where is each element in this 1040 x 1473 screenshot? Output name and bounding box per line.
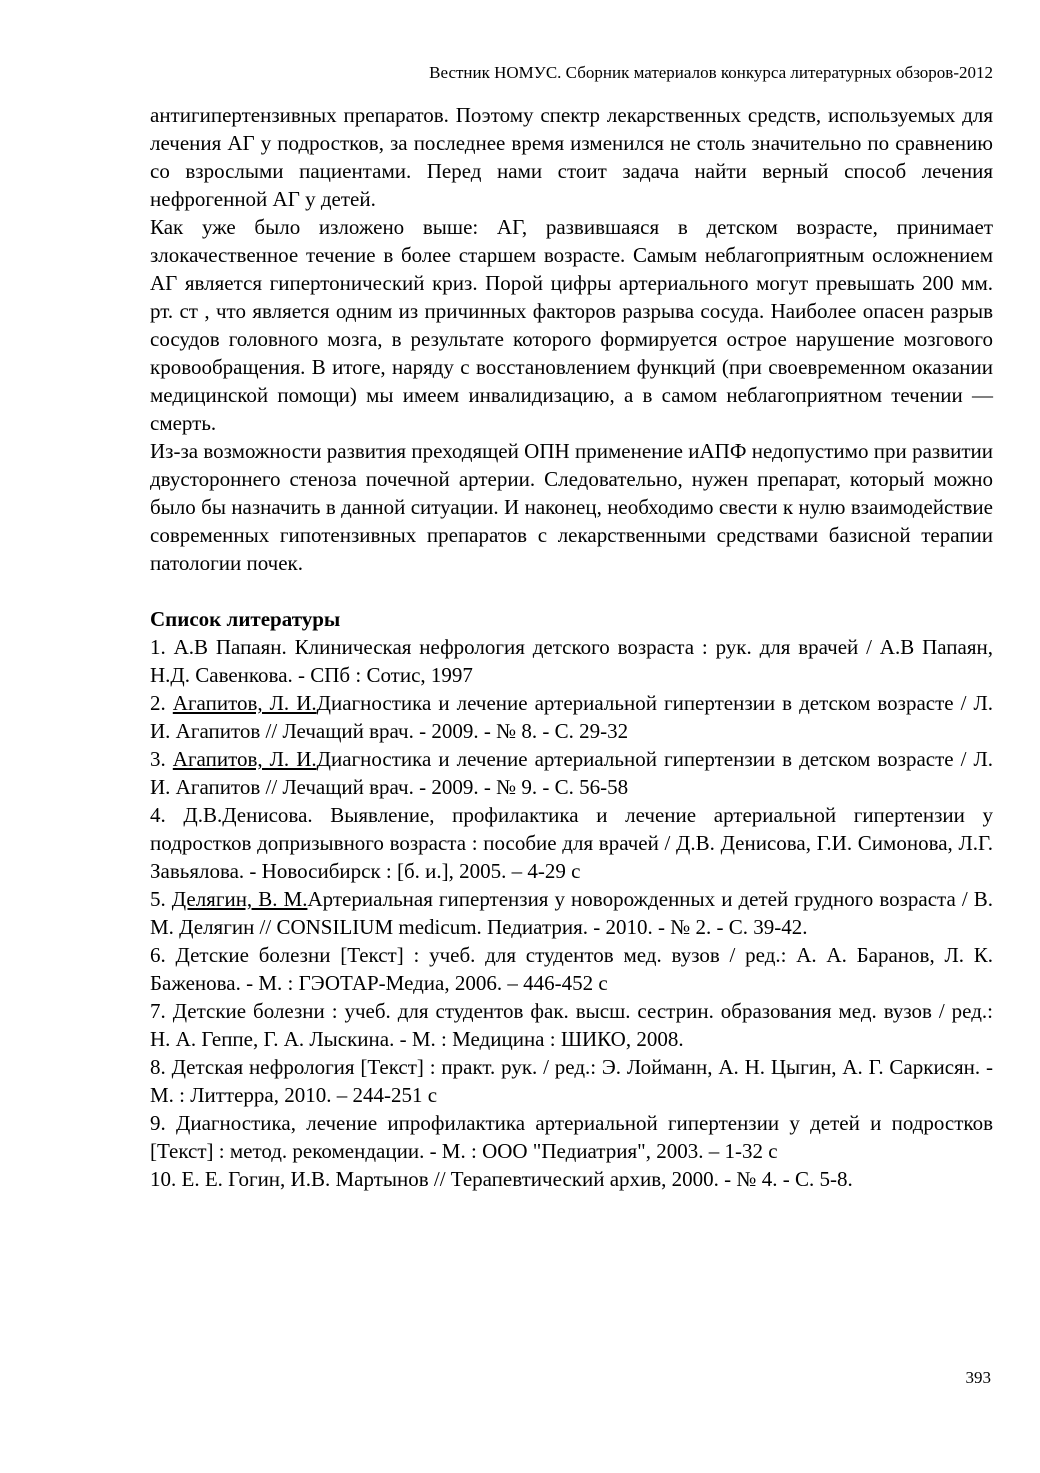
page-body: [150, 101, 993, 1193]
reference-item: [150, 1053, 993, 1109]
reference-item: [150, 745, 993, 801]
paragraph: Из-за возможности развития преходящей ОПН применение иАПФ недопустимо при развитии двустороннего стеноза почечной артерии. Следовательно, нужен препарат, который можно было бы назначить в данной ситуации. И наконец, необходимо свести к нулю взаимодействие современных гипотензивных препаратов с лекарственными средствами базисной терапии патологии почек.: [150, 439, 993, 575]
reference-text: Диагностика и лечение артериальной гипертензии в детском возрасте / Л. И. Агапитов // Лечащий врач. - 2009. - № 9. - С. 56-58: [150, 747, 993, 799]
reference-text: Диагностика и лечение артериальной гипертензии в детском возрасте / Л. И. Агапитов // Лечащий врач. - 2009. - № 8. - С. 29-32: [150, 691, 993, 743]
reference-author-link[interactable]: Делягин, В. М.: [171, 887, 308, 911]
reference-text: 1. А.В Папаян. Клиническая нефрология детского возраста : рук. для врачей / А.В Папаян, Н.Д. Савенкова. - СПб : Сотис, 1997: [150, 635, 993, 687]
reference-author-link[interactable]: Агапитов, Л. И.: [172, 691, 317, 715]
reference-text: 10. Е. Е. Гогин, И.В. Мартынов // Терапевтический архив, 2000. - № 4. - С. 5-8.: [150, 1167, 853, 1191]
reference-text: 8. Детская нефрология [Текст] : практ. рук. / ред.: Э. Лойманн, А. Н. Цыгин, А. Г. Саркисян. - М. : Литтерра, 2010. – 244-251 с: [150, 1055, 993, 1107]
reference-text: Артериальная гипертензия у новорожденных и детей грудного возраста / В. М. Делягин // CONSILIUM medicum. Педиатрия. - 2010. - № 2. - С. 39-42.: [150, 887, 993, 939]
references-title: Список литературы: [150, 607, 341, 631]
reference-list: [150, 633, 993, 1193]
reference-text: 7. Детские болезни : учеб. для студентов фак. высш. сестрин. образования мед. вузов / ред.: Н. А. Геппе, Г. А. Лыскина. - М. : Медицина : ШИКО, 2008.: [150, 999, 993, 1051]
running-header: Вестник НОМУС. Сборник материалов конкурса литературных обзоров-2012: [429, 63, 993, 82]
reference-item: [150, 885, 993, 941]
reference-text: 6. Детские болезни [Текст] : учеб. для студентов мед. вузов / ред.: А. А. Баранов, Л. К. Баженова. - М. : ГЭОТАР-Медиа, 2006. – 446-452 с: [150, 943, 993, 995]
paragraph: Как уже было изложено выше: АГ, развившаяся в детском возрасте, принимает злокачественное течение в более старшем возрасте. Самым неблагоприятным осложнением АГ является гипертонический криз. Порой цифры артериального могут превышать 200 мм. рт. ст , что является одним из причинных факторов разрыва сосуда. Наиболее опасен разрыв сосудов головного мозга, в результате которого формируется острое нарушение мозгового кровообращения. В итоге, наряду с восстановлением функций (при своевременном оказании медицинской помощи) мы имеем инвалидизацию, а в самом неблагоприятном течении — смерть.: [150, 215, 993, 435]
reference-item: [150, 997, 993, 1053]
reference-number: 2.: [150, 691, 173, 715]
spacer: [150, 577, 993, 605]
reference-number: 3.: [150, 747, 173, 771]
reference-author-link[interactable]: Агапитов, Л. И.: [172, 747, 317, 771]
reference-item: [150, 689, 993, 745]
reference-item: [150, 941, 993, 997]
reference-item: [150, 801, 993, 885]
reference-text: 9. Диагностика, лечение ипрофилактика артериальной гипертензии у детей и подростков [Текст] : метод. рекомендации. - М. : ООО "Педиатрия", 2003. – 1-32 с: [150, 1111, 993, 1163]
reference-item: [150, 1109, 993, 1165]
reference-number: 5.: [150, 887, 172, 911]
reference-item: [150, 633, 993, 689]
page-number: 393: [965, 1368, 991, 1387]
reference-text: 4. Д.В.Денисова. Выявление, профилактика и лечение артериальной гипертензии у подростков допризывного возраста : пособие для врачей / Д.В. Денисова, Г.И. Симонова, Л.Г. Завьялова. - Новосибирск : [б. и.], 2005. – 4-29 с: [150, 803, 993, 883]
paragraph: антигипертензивных препаратов. Поэтому спектр лекарственных средств, используемых для лечения АГ у подростков, за последнее время изменился не столь значительно по сравнению со взрослыми пациентами. Перед нами стоит задача найти верный способ лечения нефрогенной АГ у детей.: [150, 103, 993, 211]
reference-item: [150, 1165, 993, 1193]
